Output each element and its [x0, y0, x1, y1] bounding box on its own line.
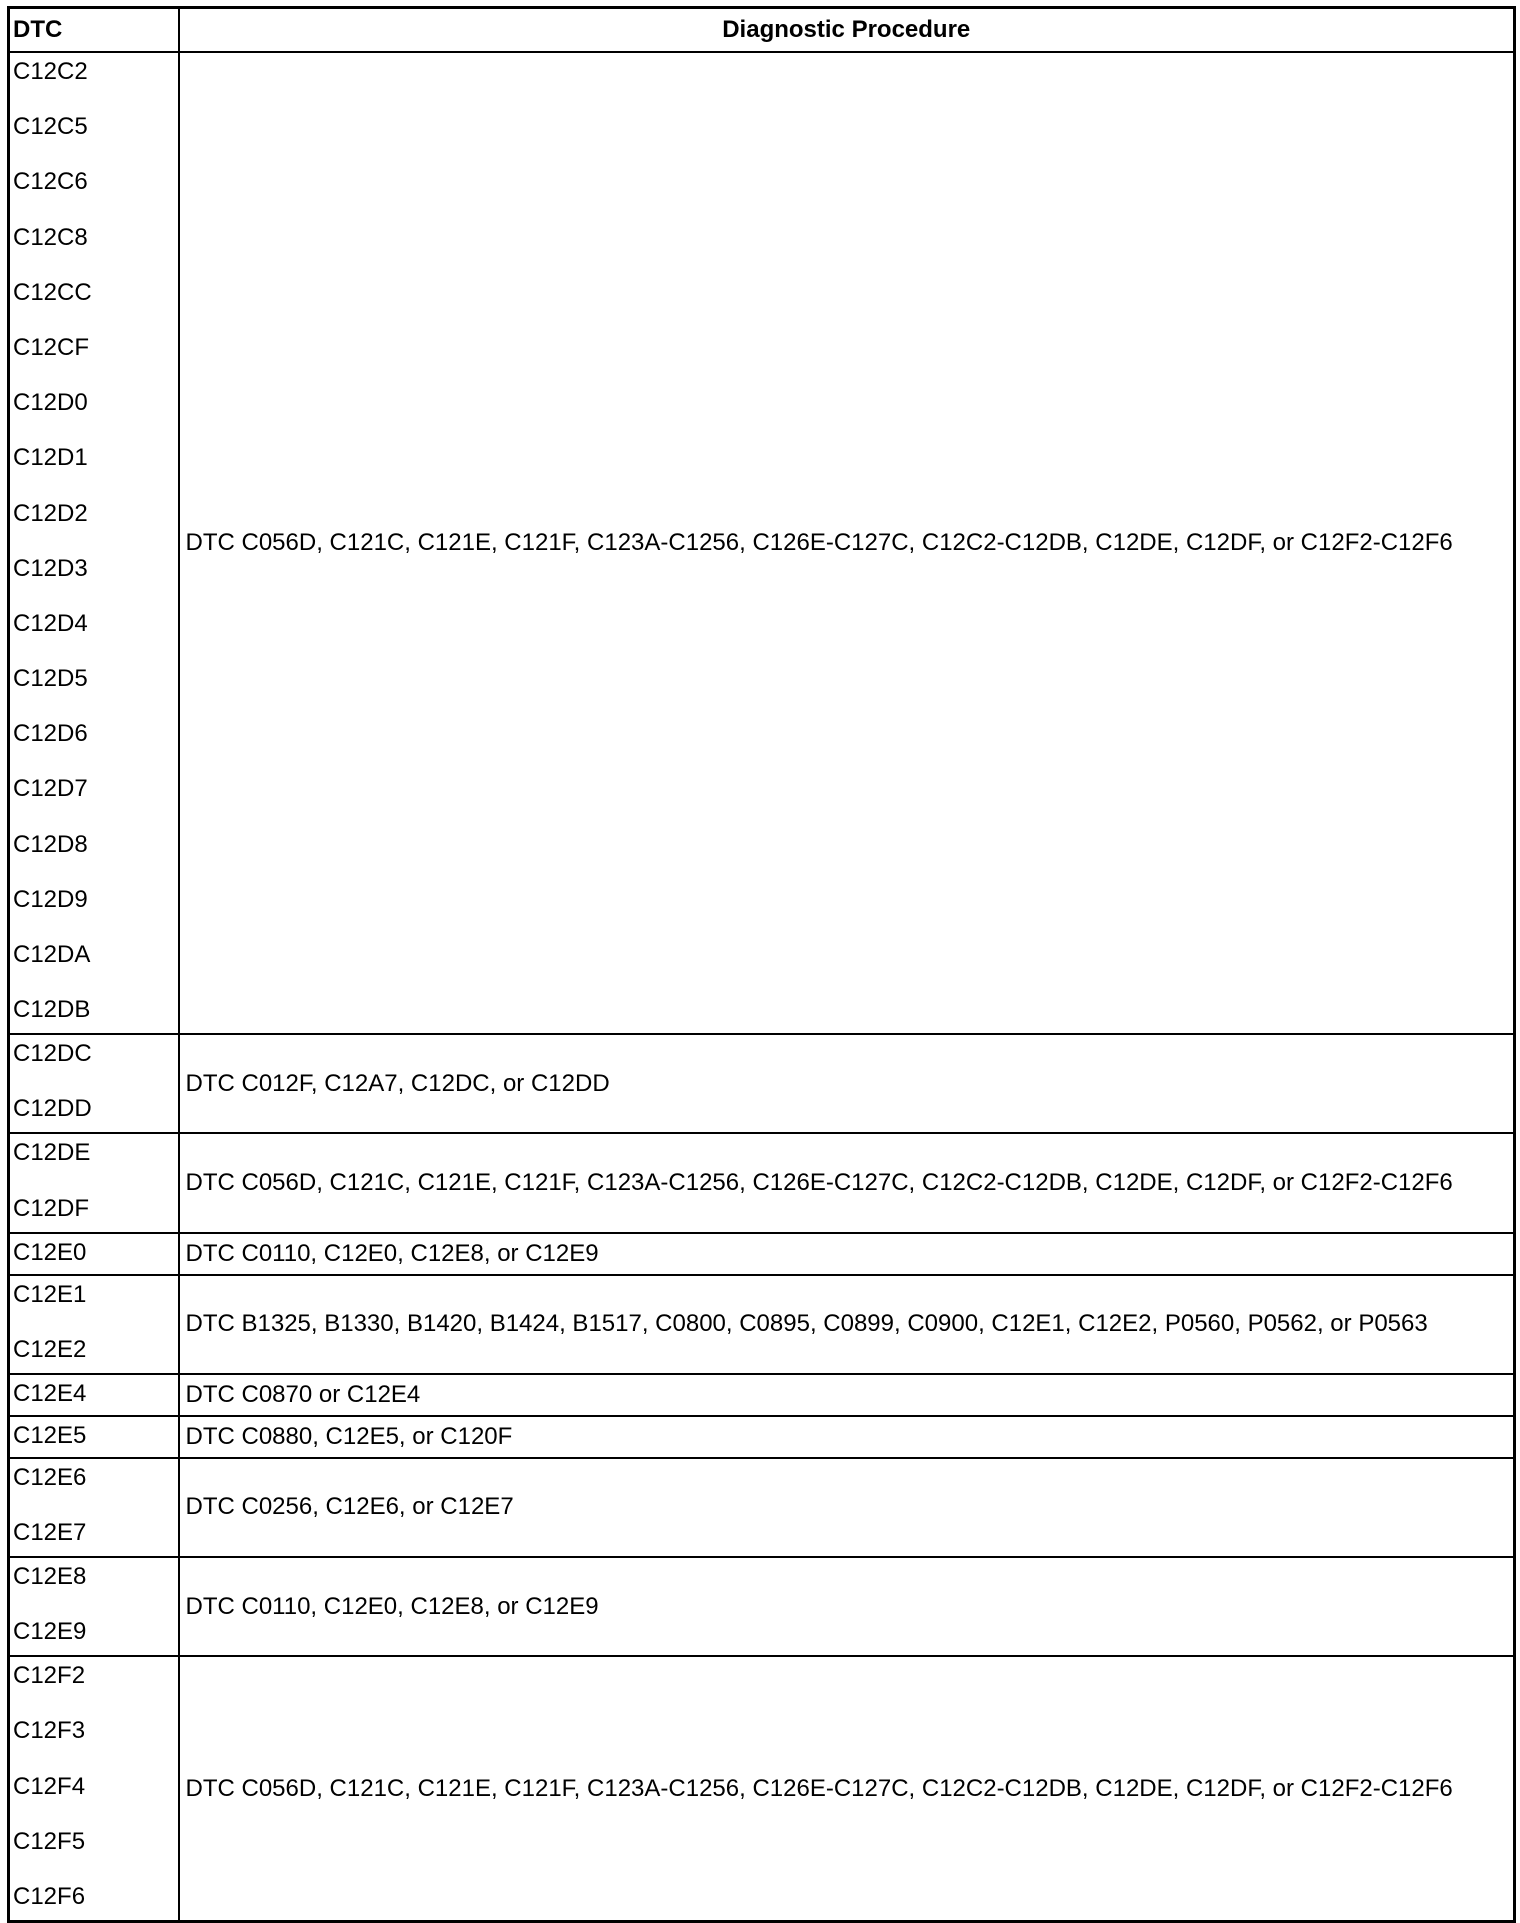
dtc-code: C12C5: [13, 113, 88, 141]
dtc-code: C12D3: [13, 554, 88, 582]
dtc-code: C12D6: [13, 720, 88, 748]
dtc-code: C12D8: [13, 830, 88, 858]
dtc-code: C12DB: [13, 996, 91, 1024]
dtc-codes-cell: [9, 1656, 179, 1921]
dtc-code-list: [13, 1459, 178, 1556]
diagnostic-procedure-link[interactable]: DTC C0110, C12E0, C12E8, or C12E9: [179, 1557, 1515, 1656]
table-row: [9, 1374, 1515, 1416]
dtc-code: C12E1: [13, 1280, 87, 1308]
table-row: [9, 1458, 1515, 1557]
dtc-codes-cell: [9, 1374, 179, 1416]
dtc-codes-cell: [9, 1034, 179, 1133]
dtc-code: C12D5: [13, 665, 88, 693]
dtc-code: C12D9: [13, 885, 88, 913]
table-row: [9, 1233, 1515, 1275]
diagnostic-procedure-link[interactable]: DTC C0870 or C12E4: [179, 1374, 1515, 1416]
dtc-codes-cell: [9, 1458, 179, 1557]
table-row: [9, 1416, 1515, 1458]
dtc-code-list: [13, 53, 178, 1033]
table-row: [9, 1656, 1515, 1921]
diagnostic-procedure-link[interactable]: DTC C0110, C12E0, C12E8, or C12E9: [179, 1233, 1515, 1275]
dtc-code: C12DF: [13, 1194, 90, 1222]
dtc-table: [7, 6, 1516, 1923]
table-row: [9, 1133, 1515, 1232]
dtc-code: C12CF: [13, 333, 90, 361]
dtc-code: C12D0: [13, 389, 88, 417]
dtc-code-list: [13, 1134, 178, 1231]
dtc-code: C12F5: [13, 1827, 86, 1855]
dtc-code: C12E4: [13, 1379, 87, 1407]
table-row: [9, 1557, 1515, 1656]
diagnostic-procedure-link[interactable]: DTC B1325, B1330, B1420, B1424, B1517, C0800, C0895, C0899, C0900, C12E1, C12E2, P0560, P0562, or P0563: [179, 1275, 1515, 1374]
dtc-code: C12DE: [13, 1139, 91, 1167]
diagnostic-procedure-link[interactable]: DTC C0880, C12E5, or C120F: [179, 1416, 1515, 1458]
diagnostic-procedure-link[interactable]: DTC C056D, C121C, C121E, C121F, C123A-C1256, C126E-C127C, C12C2-C12DB, C12DE, C12DF, or C12F2-C12F6: [179, 1133, 1515, 1232]
dtc-code-list: [13, 1276, 178, 1373]
dtc-code: C12CC: [13, 278, 92, 306]
dtc-code: C12F3: [13, 1717, 86, 1745]
table-body: [9, 52, 1515, 1921]
table-header-row: [9, 8, 1515, 53]
diagnostic-procedure-link[interactable]: DTC C056D, C121C, C121E, C121F, C123A-C1256, C126E-C127C, C12C2-C12DB, C12DE, C12DF, or C12F2-C12F6: [179, 52, 1515, 1034]
table-row: [9, 52, 1515, 1034]
dtc-code: C12D4: [13, 609, 88, 637]
table-row: [9, 1275, 1515, 1374]
dtc-codes-cell: [9, 1275, 179, 1374]
dtc-code: C12DC: [13, 1040, 92, 1068]
dtc-code: C12E6: [13, 1463, 87, 1491]
dtc-code: C12D7: [13, 775, 88, 803]
dtc-code: C12E9: [13, 1618, 87, 1646]
dtc-column-header: DTC: [9, 8, 179, 53]
dtc-code: C12F4: [13, 1772, 86, 1800]
dtc-code: C12C8: [13, 223, 88, 251]
dtc-code-list: [13, 1657, 178, 1920]
dtc-code: C12DA: [13, 941, 91, 968]
dtc-code: C12F2: [13, 1662, 86, 1690]
dtc-code: C12E0: [13, 1238, 87, 1266]
dtc-code: C12E5: [13, 1421, 87, 1449]
dtc-codes-cell: [9, 1416, 179, 1458]
dtc-code-list: [13, 1558, 178, 1655]
dtc-code: C12D2: [13, 499, 88, 527]
dtc-code: C12F6: [13, 1882, 86, 1910]
dtc-code: C12DD: [13, 1095, 92, 1123]
dtc-code: C12D1: [13, 444, 88, 472]
diagnostic-procedure-link[interactable]: DTC C0256, C12E6, or C12E7: [179, 1458, 1515, 1557]
dtc-codes-cell: [9, 52, 179, 1034]
dtc-code: C12C2: [13, 58, 88, 85]
dtc-code: C12E2: [13, 1335, 87, 1363]
dtc-code: C12E7: [13, 1518, 87, 1546]
dtc-codes-cell: [9, 1233, 179, 1275]
dtc-code: C12E8: [13, 1562, 87, 1590]
table-row: [9, 1034, 1515, 1133]
dtc-code: C12C6: [13, 168, 88, 196]
procedure-column-header: Diagnostic Procedure: [179, 8, 1515, 53]
diagnostic-procedure-link[interactable]: DTC C056D, C121C, C121E, C121F, C123A-C1256, C126E-C127C, C12C2-C12DB, C12DE, C12DF, or C12F2-C12F6: [179, 1656, 1515, 1921]
dtc-code-list: [13, 1035, 178, 1132]
dtc-codes-cell: [9, 1133, 179, 1232]
diagnostic-procedure-link[interactable]: DTC C012F, C12A7, C12DC, or C12DD: [179, 1034, 1515, 1133]
dtc-codes-cell: [9, 1557, 179, 1656]
